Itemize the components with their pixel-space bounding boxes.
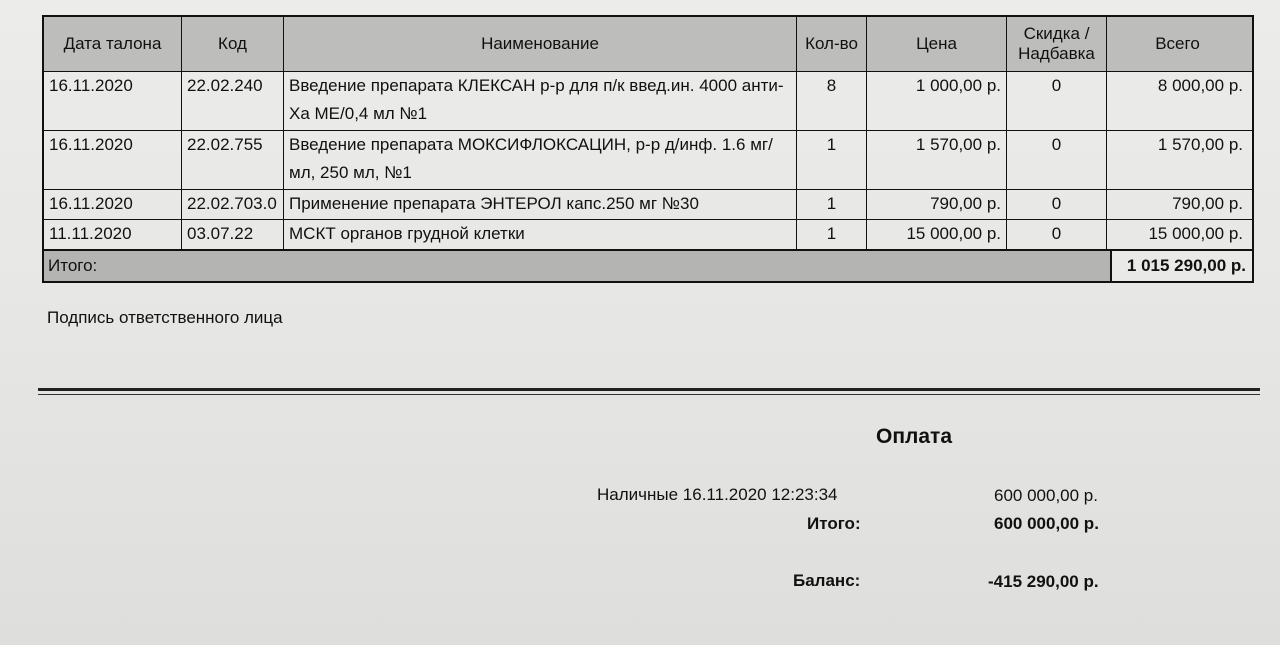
row-date: 16.11.2020	[49, 76, 133, 95]
payment-total-value: 600 000,00 р.	[994, 514, 1099, 533]
table-total-label: Итого:	[48, 256, 98, 275]
row-name: МСКТ органов грудной клетки	[283, 220, 796, 249]
row-qty: 8	[796, 72, 866, 130]
row-name: Введение препарата МОКСИФЛОКСАЦИН, р-р д/инф. 1.6 мг/мл, 250 мл, №1	[283, 131, 796, 189]
row-total: 15 000,00 р.	[1106, 220, 1248, 249]
header-price: Цена	[866, 17, 1006, 71]
row-price: 15 000,00 р.	[866, 220, 1006, 249]
payment-title: Оплата	[876, 425, 953, 448]
row-total: 790,00 р.	[1106, 190, 1248, 219]
row-date: 11.11.2020	[49, 224, 132, 243]
table-row	[44, 71, 1252, 130]
payment-cash-value: 600 000,00 р.	[994, 486, 1098, 505]
row-discount: 0	[1006, 190, 1106, 219]
payment-balance-label: Баланс:	[793, 571, 861, 590]
row-discount: 0	[1006, 220, 1106, 249]
row-discount: 0	[1006, 131, 1106, 189]
row-qty: 1	[796, 131, 866, 189]
row-date: 16.11.2020	[49, 194, 133, 213]
row-price: 790,00 р.	[866, 190, 1006, 219]
table-row	[44, 189, 1252, 219]
table-total-value: 1 015 290,00 р.	[1110, 251, 1252, 281]
table-header	[44, 17, 1252, 71]
divider-line	[38, 388, 1260, 391]
services-table	[42, 15, 1254, 283]
row-name: Введение препарата КЛЕКСАН р-р для п/к введ.ин. 4000 анти-Ха МЕ/0,4 мл №1	[283, 72, 796, 130]
header-total: Всего	[1106, 17, 1248, 71]
header-code: Код	[181, 17, 283, 71]
row-code: 22.02.240	[181, 72, 283, 130]
payment-cash-label: Наличные 16.11.2020 12:23:34	[597, 485, 838, 504]
header-qty: Кол-во	[796, 17, 866, 71]
header-discount: Скидка / Надбавка	[1006, 17, 1106, 71]
row-code: 03.07.22	[181, 220, 283, 249]
row-code: 22.02.755	[181, 131, 283, 189]
table-row	[44, 219, 1252, 249]
table-row	[44, 130, 1252, 189]
row-discount: 0	[1006, 72, 1106, 130]
row-name: Применение препарата ЭНТЕРОЛ капс.250 мг №30	[283, 190, 796, 219]
divider-line-thin	[38, 394, 1260, 395]
row-qty: 1	[796, 220, 866, 249]
row-code: 22.02.703.0	[181, 190, 283, 219]
row-total: 1 570,00 р.	[1106, 131, 1248, 189]
row-date: 16.11.2020	[49, 135, 133, 154]
header-date: Дата талона	[63, 34, 162, 53]
row-price: 1 000,00 р.	[866, 72, 1006, 130]
header-name: Наименование	[283, 17, 796, 71]
row-price: 1 570,00 р.	[866, 131, 1006, 189]
signature-label: Подпись ответственного лица	[47, 308, 283, 327]
payment-balance-value: -415 290,00 р.	[988, 572, 1099, 591]
table-total-row	[44, 249, 1252, 281]
row-qty: 1	[796, 190, 866, 219]
payment-total-label: Итого:	[807, 514, 861, 533]
row-total: 8 000,00 р.	[1106, 72, 1248, 130]
